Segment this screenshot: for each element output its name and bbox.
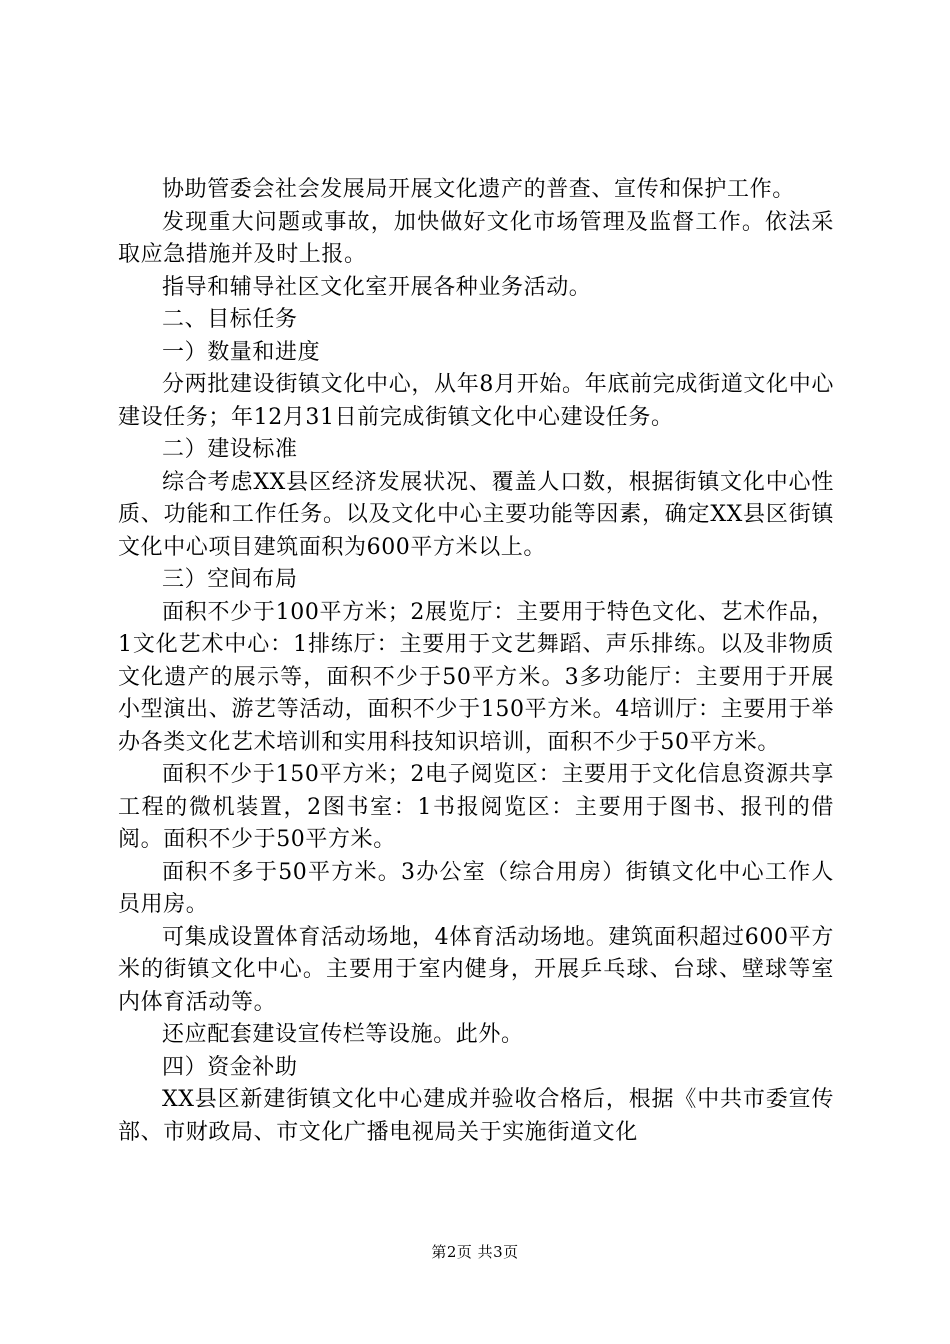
subheading-funding: 四）资金补助	[162, 1054, 298, 1080]
subheading-quantity-progress: 一）数量和进度	[162, 339, 321, 365]
paragraph-schedule: 分两批建设街镇文化中心，从年8月开始。年底前完成街道文化中心建设任务；年12月31日前完成街镇文化中心建设任务。	[118, 372, 834, 430]
paragraph-3: 指导和辅导社区文化室开展各种业务活动。	[162, 274, 592, 300]
paragraph-layout-library: 面积不少于150平方米；2电子阅览区：主要用于文化信息资源共享工程的微机装置，2图书室：1书报阅览区：主要用于图书、报刊的借阅。面积不少于50平方米。	[118, 762, 834, 852]
paragraph-layout-facilities: 还应配套建设宣传栏等设施。此外。	[162, 1022, 524, 1047]
subheading-construction-standard: 二）建设标准	[162, 437, 298, 462]
paragraph-standard: 综合考虑XX县区经济发展状况、覆盖人口数，根据街镇文化中心性质、功能和工作任务。以及文化中心主要功能等因素，确定XX县区街镇文化中心项目建筑面积为600平方米以上。	[118, 469, 834, 560]
document-body	[118, 174, 834, 1149]
paragraph-layout-office: 面积不多于50平方米。3办公室（综合用房）街镇文化中心工作人员用房。	[118, 859, 834, 917]
section-heading-goals: 二、目标任务	[162, 307, 298, 332]
subheading-space-layout: 三）空间布局	[162, 567, 298, 592]
paragraph-funding: XX县区新建街镇文化中心建成并验收合格后，根据《中共市委宣传部、市财政局、市文化广播电视局关于实施街道文化	[118, 1087, 834, 1145]
paragraph-2: 发现重大问题或事故，加快做好文化市场管理及监督工作。依法采取应急措施并及时上报。	[118, 209, 834, 267]
paragraph-layout-sports: 可集成设置体育活动场地，4体育活动场地。建筑面积超过600平方米的街镇文化中心。主要用于室内健身，开展乒乓球、台球、壁球等室内体育活动等。	[118, 924, 834, 1015]
paragraph-1: 协助管委会社会发展局开展文化遗产的普查、宣传和保护工作。	[162, 177, 795, 202]
page-number-footer: 第2页 共3页	[431, 1243, 519, 1261]
paragraph-layout-halls: 面积不少于100平方米；2展览厅：主要用于特色文化、艺术作品，1文化艺术中心：1排练厅：主要用于文艺舞蹈、声乐排练。以及非物质文化遗产的展示等，面积不少于50平方米。3多功能厅：主要用于开展小型演出、游艺等活动，面积不少于150平方米。4培训厅：主要用于举办各类文化艺术培训和实用科技知识培训，面积不少于50平方米。	[118, 599, 834, 755]
